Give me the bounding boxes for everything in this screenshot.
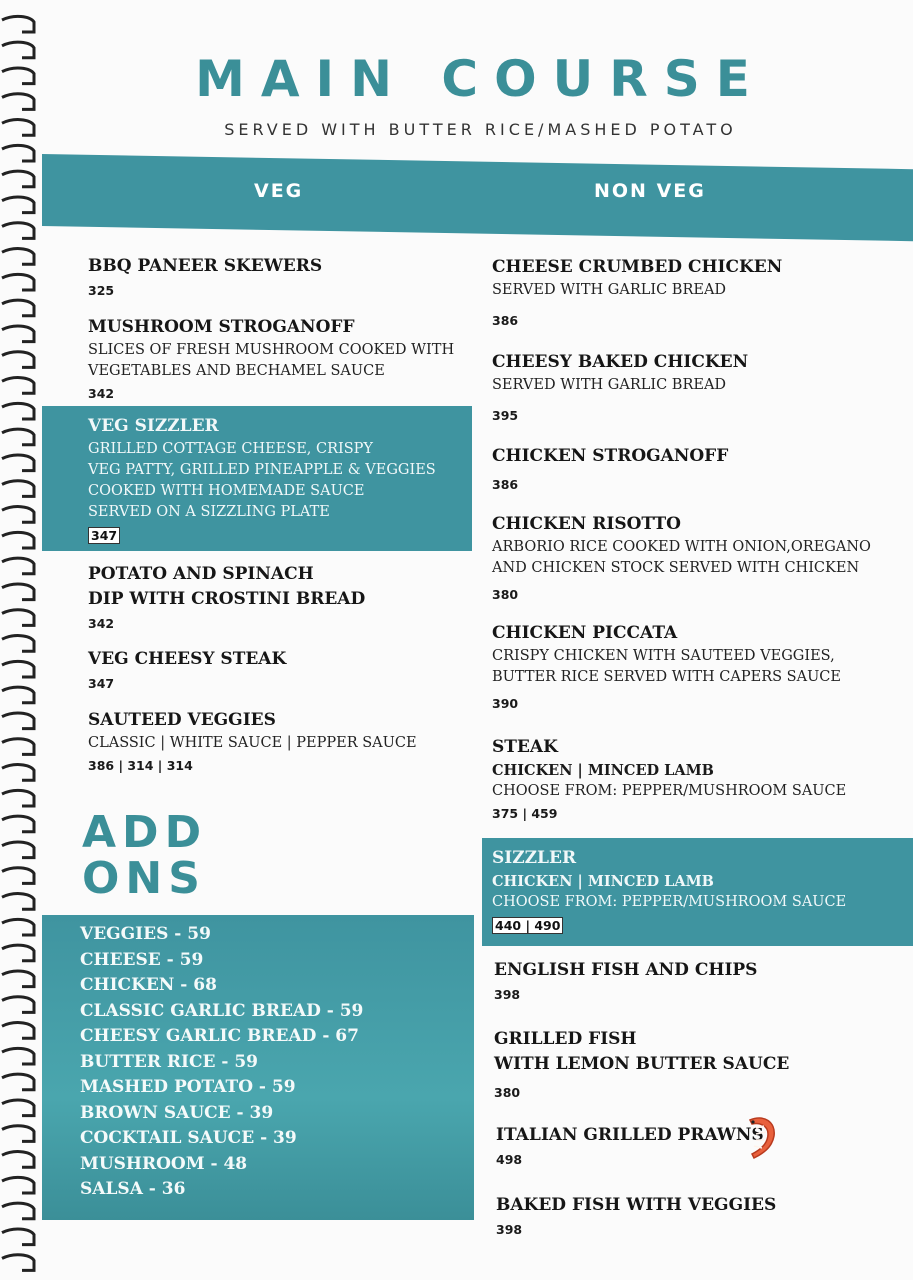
nonveg-item xyxy=(492,350,748,423)
item-price: 398 xyxy=(494,987,521,1002)
item-description: SLICES OF FRESH MUSHROOM COOKED WITH VEGETABLES AND BECHAMEL SAUCE xyxy=(88,342,455,379)
item-name: STEAK xyxy=(492,737,558,757)
addons-title: ADD ONS xyxy=(82,807,208,904)
item-price: 386 xyxy=(492,313,519,328)
addon-item: CHICKEN - 68 xyxy=(80,975,217,995)
item-price: 440 | 490 xyxy=(492,917,563,934)
item-name: BAKED FISH WITH VEGGIES xyxy=(496,1195,777,1215)
nonveg-item xyxy=(494,1027,789,1100)
nonveg-item xyxy=(492,512,871,602)
item-price: 347 xyxy=(88,527,120,544)
nonveg-item xyxy=(492,444,728,492)
item-name: VEG SIZZLER xyxy=(88,416,219,436)
item-description: SERVED WITH GARLIC BREAD xyxy=(492,377,727,393)
item-price: 398 xyxy=(496,1222,523,1237)
item-name: CHICKEN PICCATA xyxy=(492,623,678,643)
item-description: CHOOSE FROM: PEPPER/MUSHROOM SAUCE xyxy=(492,783,847,799)
veg-item-featured xyxy=(88,414,436,544)
item-name: CHICKEN RISOTTO xyxy=(492,514,681,534)
item-name: ENGLISH FISH AND CHIPS xyxy=(494,960,758,980)
nonveg-item xyxy=(492,255,782,328)
item-price: 347 xyxy=(88,676,115,691)
item-price: 375 | 459 xyxy=(492,806,558,821)
item-price: 386 xyxy=(492,477,519,492)
item-price: 380 xyxy=(492,587,519,602)
item-description: SERVED WITH GARLIC BREAD xyxy=(492,282,727,298)
item-name: POTATO AND SPINACH DIP WITH CROSTINI BREAD xyxy=(88,564,366,609)
column-header-band xyxy=(42,154,913,241)
item-price: 386 | 314 | 314 xyxy=(88,758,193,773)
item-price: 325 xyxy=(88,283,115,298)
item-name: GRILLED FISH WITH LEMON BUTTER SAUCE xyxy=(494,1029,790,1074)
addon-item: MASHED POTATO - 59 xyxy=(80,1077,296,1097)
item-price: 342 xyxy=(88,616,115,631)
veg-column-label: VEG xyxy=(254,180,304,202)
addon-item: BROWN SAUCE - 39 xyxy=(80,1102,274,1123)
nonveg-item xyxy=(496,1123,764,1167)
item-name: CHICKEN STROGANOFF xyxy=(492,446,729,466)
veg-item xyxy=(88,647,286,691)
nonveg-item xyxy=(492,621,841,711)
item-name: ITALIAN GRILLED PRAWNS xyxy=(496,1125,764,1145)
addon-item: VEGGIES - 59 xyxy=(80,924,211,944)
item-price: 380 xyxy=(494,1085,521,1100)
item-name: SAUTEED VEGGIES xyxy=(88,710,276,730)
addon-item: BUTTER RICE - 59 xyxy=(80,1051,259,1072)
item-description: CHOOSE FROM: PEPPER/MUSHROOM SAUCE xyxy=(492,894,847,910)
addon-item: SALSA - 36 xyxy=(80,1179,186,1199)
addon-item: CHEESE - 59 xyxy=(80,949,204,970)
item-name: MUSHROOM STROGANOFF xyxy=(88,317,355,337)
veg-item xyxy=(88,708,417,773)
item-description: CLASSIC | WHITE SAUCE | PEPPER SAUCE xyxy=(88,735,417,751)
item-price: 395 xyxy=(492,408,519,423)
item-price: 498 xyxy=(496,1152,523,1167)
nonveg-item xyxy=(494,958,757,1002)
veg-item xyxy=(88,562,365,631)
page-title: MAIN COURSE xyxy=(195,50,766,108)
addon-item: CHEESY GARLIC BREAD - 67 xyxy=(80,1026,359,1046)
item-description: GRILLED COTTAGE CHEESE, CRISPY VEG PATTY, GRILLED PINEAPPLE & VEGGIES COOKED WITH HOMEMADE SAUCE SERVED ON A SIZZLING PLATE xyxy=(88,441,436,520)
item-name: CHEESY BAKED CHICKEN xyxy=(492,352,749,372)
item-name: BBQ PANEER SKEWERS xyxy=(88,256,323,276)
item-price: 390 xyxy=(492,696,519,711)
item-name: CHEESE CRUMBED CHICKEN xyxy=(492,257,783,277)
page-subtitle: SERVED WITH BUTTER RICE/MASHED POTATO xyxy=(224,120,737,139)
item-price: 342 xyxy=(88,386,115,401)
addon-item: COCKTAIL SAUCE - 39 xyxy=(80,1128,297,1148)
item-name: SIZZLER xyxy=(492,848,577,868)
veg-item xyxy=(88,315,454,401)
item-description: CRISPY CHICKEN WITH SAUTEED VEGGIES, BUTTER RICE SERVED WITH CAPERS SAUCE xyxy=(492,648,841,685)
nonveg-item xyxy=(496,1193,776,1237)
item-name: VEG CHEESY STEAK xyxy=(88,649,287,669)
item-options: CHICKEN | MINCED LAMB xyxy=(492,762,714,779)
nonveg-item xyxy=(492,735,846,821)
item-options: CHICKEN | MINCED LAMB xyxy=(492,873,714,890)
item-description: ARBORIO RICE COOKED WITH ONION,OREGANO AND CHICKEN STOCK SERVED WITH CHICKEN xyxy=(492,539,871,576)
spiral-binding-icon xyxy=(0,0,42,1280)
addon-item: MUSHROOM - 48 xyxy=(80,1153,248,1174)
addon-item: CLASSIC GARLIC BREAD - 59 xyxy=(80,1000,364,1021)
prawn-icon xyxy=(744,1112,778,1162)
nonveg-item-featured xyxy=(492,846,846,934)
nonveg-column-label: NON VEG xyxy=(594,180,706,202)
addons-list xyxy=(80,922,363,1203)
veg-item xyxy=(88,254,322,298)
